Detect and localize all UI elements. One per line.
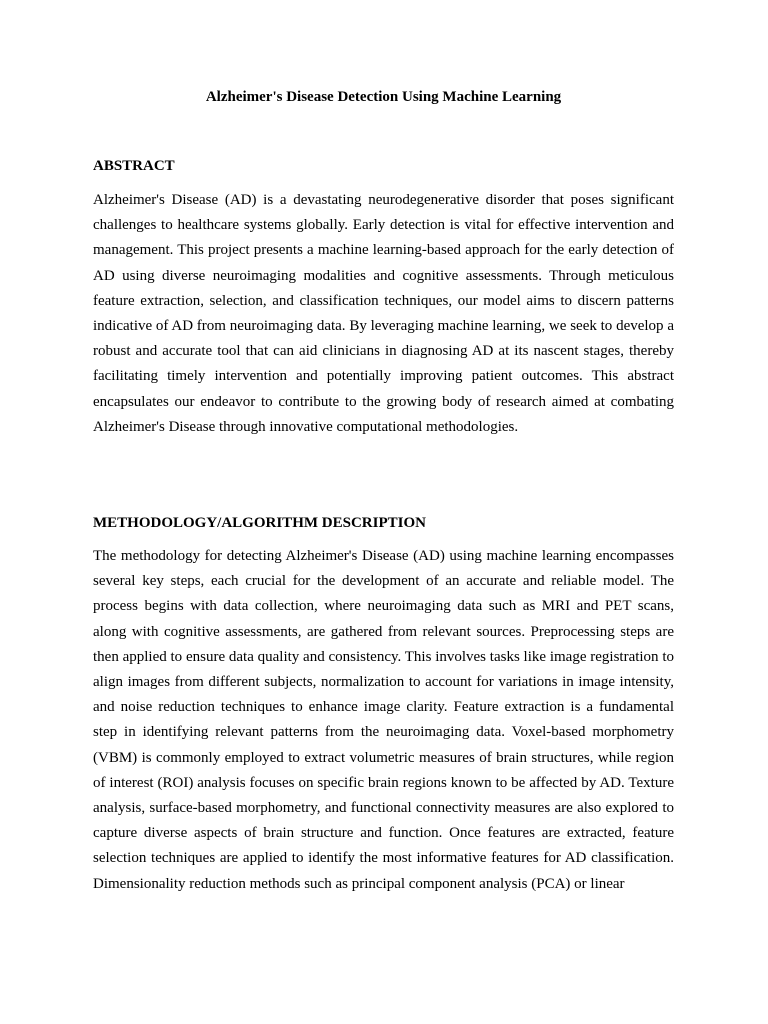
abstract-paragraph: Alzheimer's Disease (AD) is a devastating neurodegenerative disorder that poses significant challenges to healthcare systems globally. Early detection is vital for effective intervention and management. This project presents a machine learning-based approach for the early detection of AD using diverse neuroimaging modalities and cognitive assessments. Through meticulous feature extraction, selection, and classification techniques, our model aims to discern patterns indicative of AD from neuroimaging data. By leveraging machine learning, we seek to develop a robust and accurate tool that can aid clinicians in diagnosing AD at its nascent stages, thereby facilitating timely intervention and potentially improving patient outcomes. This abstract encapsulates our endeavor to contribute to the growing body of research aimed at combating Alzheimer's Disease through innovative computational methodologies.: [93, 192, 674, 435]
methodology-heading: METHODOLOGY/ALGORITHM DESCRIPTION: [93, 515, 426, 531]
document-title: Alzheimer's Disease Detection Using Machine Learning: [205, 89, 562, 105]
methodology-paragraph: The methodology for detecting Alzheimer's Disease (AD) using machine learning encompasses several key steps, each crucial for the development of an accurate and reliable model. The process begins with data collection, where neuroimaging data such as MRI and PET scans, along with cognitive assessments, are gathered from relevant sources. Preprocessing steps are then applied to ensure data quality and consistency. This involves tasks like image registration to align images from different subjects, normalization to account for variations in image intensity, and noise reduction techniques to enhance image clarity. Feature extraction is a fundamental step in identifying relevant patterns from the neuroimaging data. Voxel-based morphometry (VBM) is commonly employed to extract volumetric measures of brain structures, while region of interest (ROI) analysis focuses on specific brain regions known to be affected by AD. Texture analysis, surface-based morphometry, and functional connectivity measures are also explored to capture diverse aspects of brain structure and function. Once features are extracted, feature selection techniques are applied to identify the most informative features for AD classification. Dimensionality reduction methods such as principal component analysis (PCA) or linear: [93, 548, 674, 892]
abstract-heading: ABSTRACT: [93, 158, 175, 174]
